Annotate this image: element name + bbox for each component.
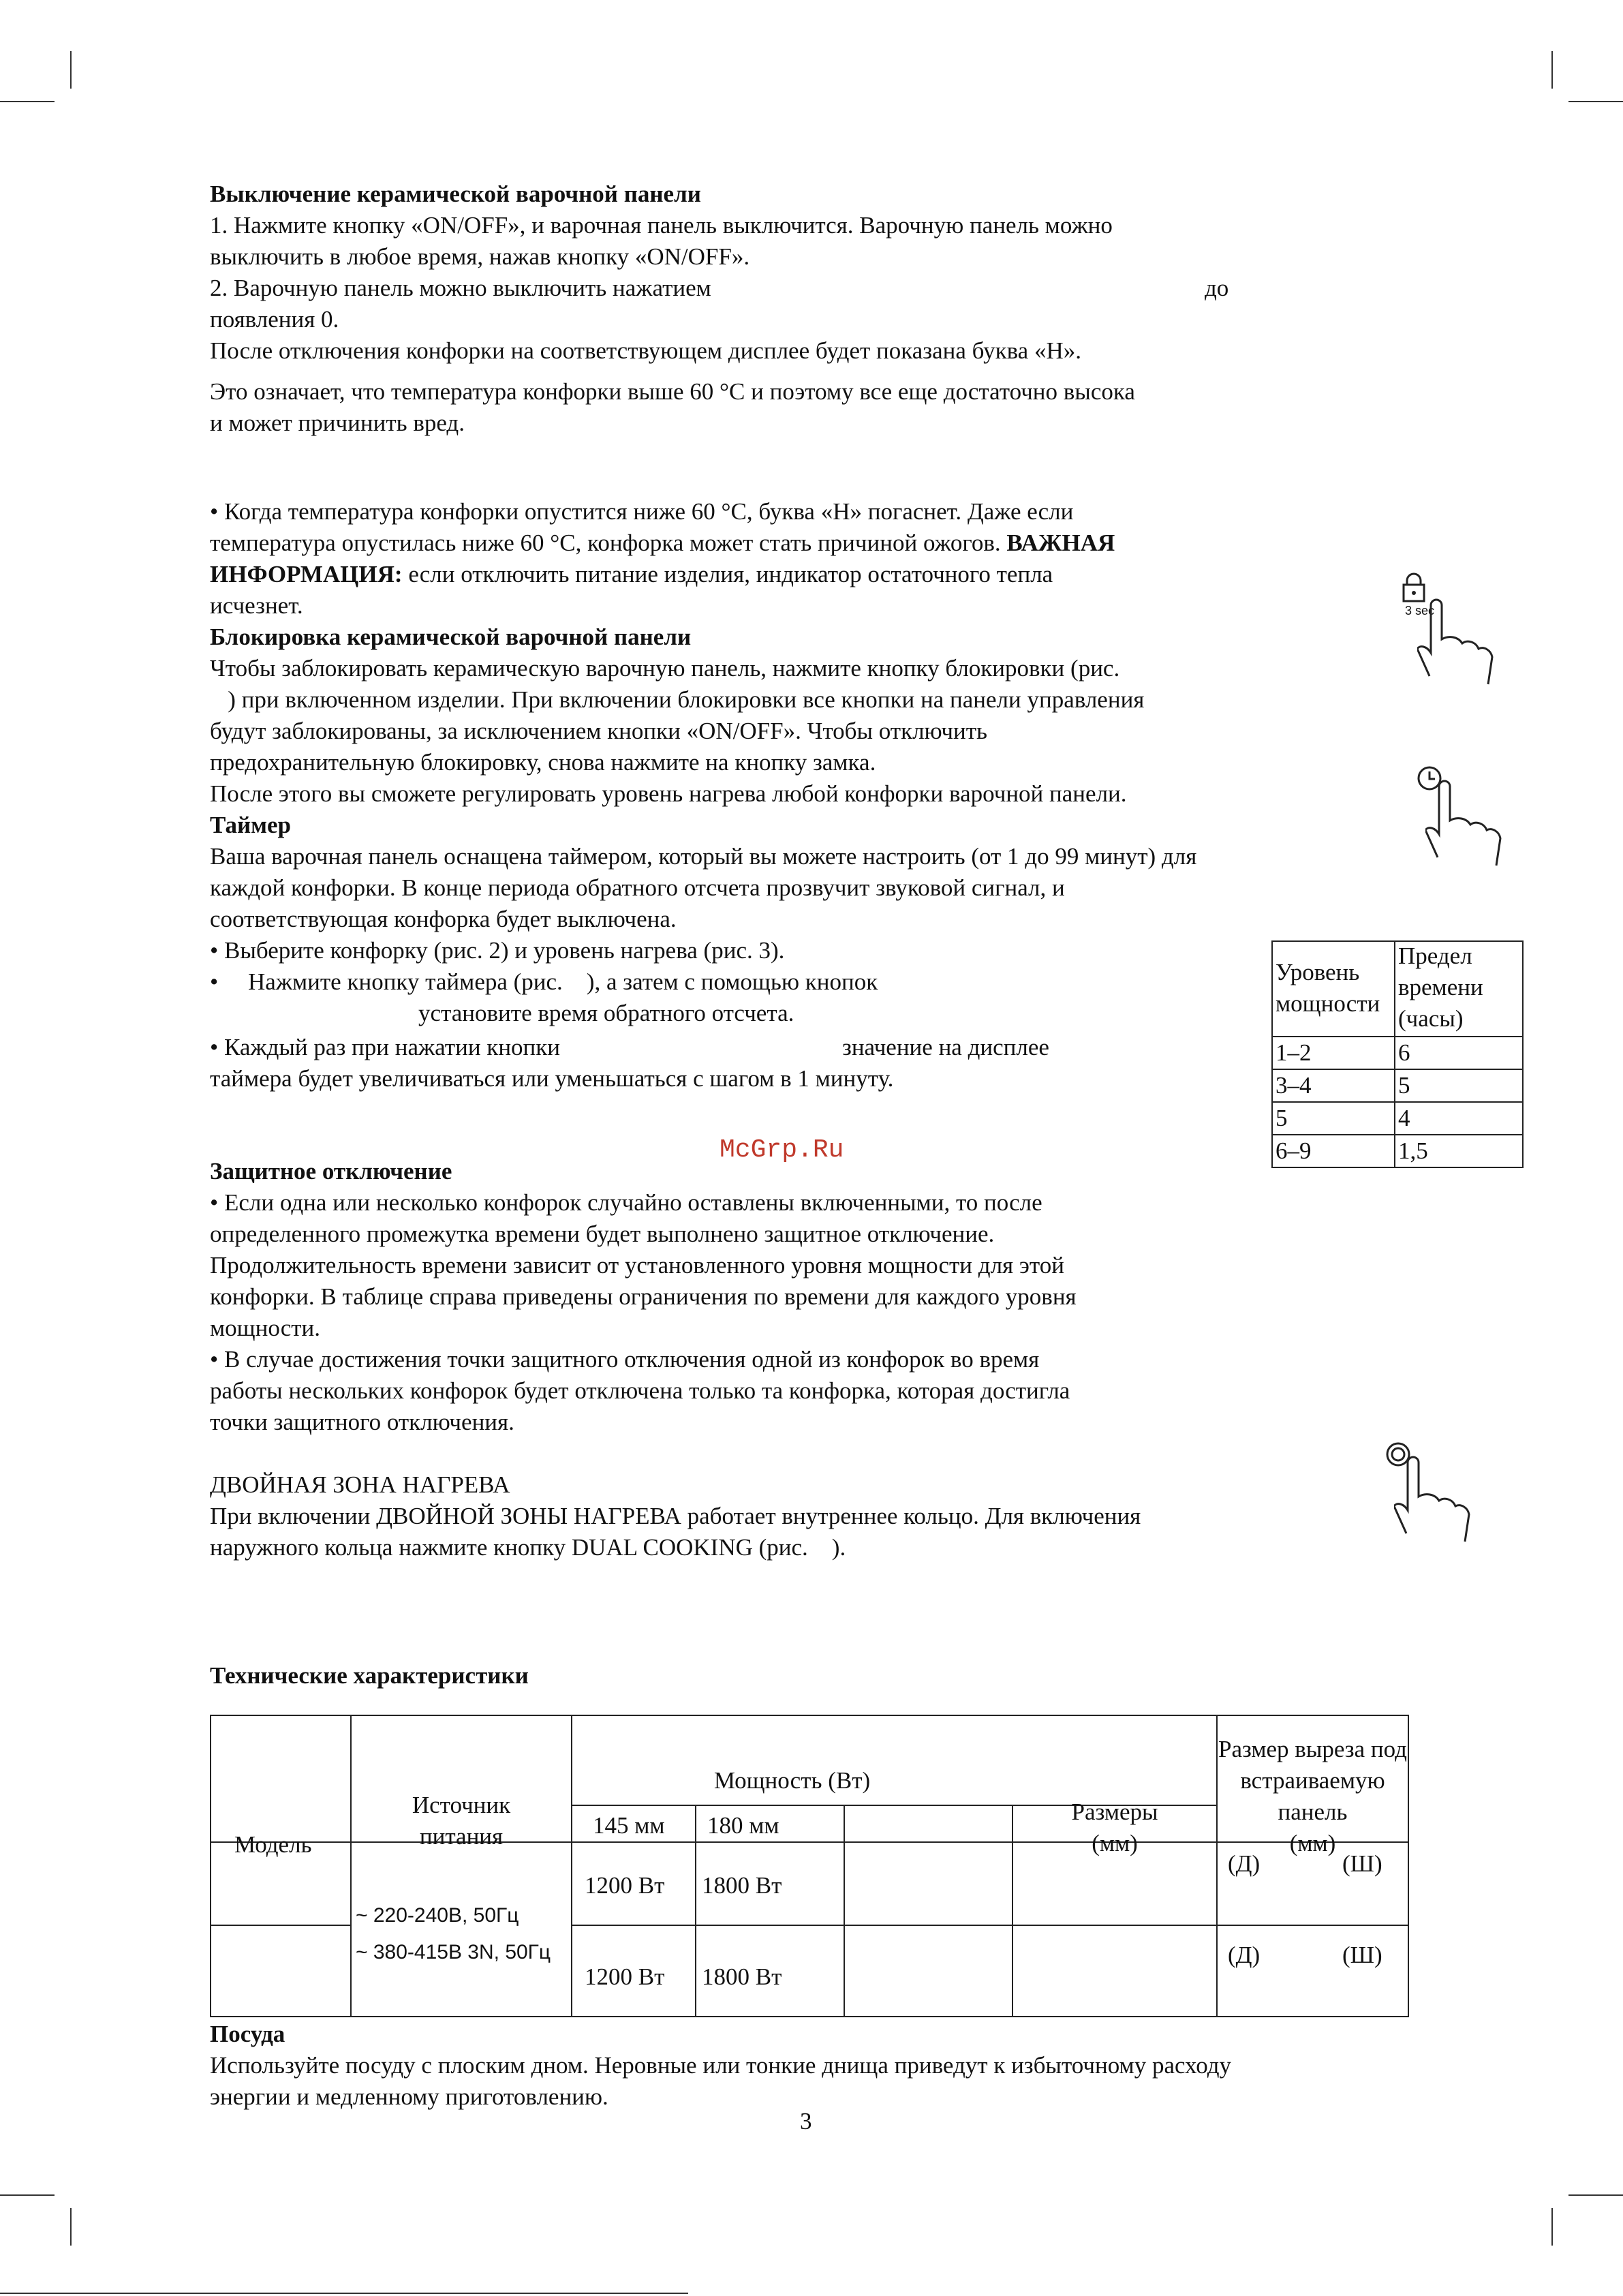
crop-mark xyxy=(70,2208,72,2246)
paragraph-line: мощности. xyxy=(210,1315,321,1341)
table-cell: 5 xyxy=(1276,1105,1288,1131)
table-header: (мм) xyxy=(1092,1830,1138,1856)
table-border xyxy=(1271,1101,1524,1103)
paragraph-line: точки защитного отключения. xyxy=(210,1409,514,1435)
heading-specs: Технические характеристики xyxy=(210,1662,529,1689)
table-border xyxy=(1271,1167,1524,1168)
table-cell: 4 xyxy=(1398,1105,1410,1131)
table-header: Размер выреза под xyxy=(1218,1736,1407,1762)
paragraph-line: 1. Нажмите кнопку «ON/OFF», и варочная панель выключится. Варочную панель можно xyxy=(210,212,1113,239)
table-header: Предел xyxy=(1398,943,1472,969)
table-header: 180 мм xyxy=(707,1812,779,1839)
crop-mark xyxy=(70,51,72,89)
paragraph-line: 2. Варочную панель можно выключить нажатием xyxy=(210,275,711,301)
paragraph-line: таймера будет увеличиваться или уменьшаться с шагом в 1 минуту. xyxy=(210,1065,894,1092)
paragraph-line: определенного промежутка времени будет выполнено защитное отключение. xyxy=(210,1221,995,1247)
table-header: (часы) xyxy=(1398,1005,1464,1032)
paragraph-line: будут заблокированы, за исключением кнопки «ON/OFF». Чтобы отключить xyxy=(210,718,987,744)
paragraph-line: • Выберите конфорку (рис. 2) и уровень нагрева (рис. 3). xyxy=(210,937,785,964)
crop-mark xyxy=(1568,101,1623,102)
heading-cookware: Посуда xyxy=(210,2021,285,2047)
paragraph-line: соответствующая конфорка будет выключена. xyxy=(210,906,677,932)
table-header: Размеры xyxy=(1071,1798,1158,1825)
table-border xyxy=(844,1805,845,2017)
table-header: Модель xyxy=(234,1831,312,1858)
table-header: (мм) xyxy=(1289,1830,1336,1856)
table-header: панель xyxy=(1278,1798,1348,1825)
watermark: McGrp.Ru xyxy=(720,1135,844,1165)
table-border xyxy=(1271,940,1524,942)
paragraph-line: • Каждый раз при нажатии кнопки xyxy=(210,1034,561,1060)
paragraph-line: каждой конфорки. В конце периода обратного отсчета прозвучит звуковой сигнал, и xyxy=(210,874,1065,901)
table-header: встраиваемую xyxy=(1240,1767,1385,1794)
table-border xyxy=(350,1715,352,2017)
paragraph-line: • Когда температура конфорки опустится ниже 60 °C, буква «H» погаснет. Даже если xyxy=(210,498,1074,525)
table-border xyxy=(210,2016,1409,2017)
paragraph-line xyxy=(210,559,1053,590)
important-label: ВАЖНАЯ xyxy=(1006,530,1115,556)
crop-mark xyxy=(1551,2208,1553,2246)
table-header: мощности xyxy=(1276,990,1380,1017)
table-cell: 1800 Вт xyxy=(702,1872,782,1899)
paragraph-line: энергии и медленному приготовлению. xyxy=(210,2083,608,2110)
table-border xyxy=(1271,940,1273,1168)
heading-dual-zone: ДВОЙНАЯ ЗОНА НАГРЕВА xyxy=(210,1471,510,1498)
table-border xyxy=(572,1925,1409,1926)
text-run: если отключить питание изделия, индикатор остаточного тепла xyxy=(408,561,1053,587)
table-cell: 6 xyxy=(1398,1039,1410,1066)
table-cell: (Д) xyxy=(1228,1942,1261,1968)
paragraph-line: После отключения конфорки на соответствующем дисплее будет показана буква «H». xyxy=(210,337,1081,364)
table-cell: 1,5 xyxy=(1398,1137,1428,1164)
paragraph-line: Это означает, что температура конфорки выше 60 °C и поэтому все еще достаточно высока xyxy=(210,378,1135,405)
table-header: питания xyxy=(419,1823,504,1850)
table-cell: 1–2 xyxy=(1276,1039,1312,1066)
table-border xyxy=(571,1715,572,2017)
table-header: времени xyxy=(1398,974,1483,1000)
crop-mark xyxy=(0,101,55,102)
table-header: Мощность (Вт) xyxy=(713,1767,871,1794)
table-cell: ~ 220-240В, 50Гц xyxy=(356,1904,519,1927)
paragraph-line: установите время обратного отсчета. xyxy=(418,1000,794,1026)
paragraph-line: до xyxy=(1205,275,1229,301)
lock-caption: 3 sec xyxy=(1405,604,1435,617)
table-cell: 1200 Вт xyxy=(585,1963,665,1990)
time-limit-table xyxy=(1271,940,1524,1169)
pointing-hand-icon xyxy=(1417,592,1506,694)
crop-mark xyxy=(1551,51,1553,89)
table-cell: 1800 Вт xyxy=(702,1963,782,1990)
paragraph-line: предохранительную блокировку, снова нажмите на кнопку замка. xyxy=(210,749,876,776)
pointing-hand-icon xyxy=(1425,773,1514,875)
table-border xyxy=(210,1715,1409,1716)
paragraph-line: Продолжительность времени зависит от установленного уровня мощности для этой xyxy=(210,1252,1064,1279)
paragraph-line: исчезнет. xyxy=(210,592,303,619)
paragraph-line: выключить в любое время, нажав кнопку «ON/OFF». xyxy=(210,243,750,270)
table-cell: (Ш) xyxy=(1342,1850,1382,1877)
table-border xyxy=(210,1715,211,2017)
paragraph-line: Используйте посуду с плоским дном. Неровные или тонкие днища приведут к избыточному расходу xyxy=(210,2052,1232,2079)
crop-mark xyxy=(0,2194,55,2196)
table-cell: (Ш) xyxy=(1342,1942,1382,1968)
table-border xyxy=(695,1805,696,2017)
text-run: температура опустилась ниже 60 °C, конфорка может стать причиной ожогов. xyxy=(210,530,1001,556)
heading-lock: Блокировка керамической варочной панели xyxy=(210,624,692,650)
table-border xyxy=(210,1925,352,1926)
heading-timer: Таймер xyxy=(210,812,291,838)
bottom-rule xyxy=(0,2293,688,2294)
paragraph-line: наружного кольца нажмите кнопку DUAL COOKING (рис. ). xyxy=(210,1534,846,1561)
table-header: Источник xyxy=(412,1792,511,1818)
spec-table xyxy=(210,1715,1409,2017)
table-border xyxy=(1394,940,1395,1168)
paragraph-line: • Нажмите кнопку таймера (рис. ), а затем с помощью кнопок xyxy=(210,968,878,995)
page-number: 3 xyxy=(800,2108,812,2134)
paragraph-line: • Если одна или несколько конфорок случайно оставлены включенными, то после xyxy=(210,1189,1042,1216)
paragraph-line: работы нескольких конфорок будет отключена только та конфорка, которая достигла xyxy=(210,1377,1070,1404)
pointing-hand-icon xyxy=(1394,1449,1483,1551)
table-header: Уровень xyxy=(1276,959,1360,985)
paragraph-line: ) при включенном изделии. При включении блокировки все кнопки на панели управления xyxy=(210,686,1145,713)
crop-mark xyxy=(1568,2194,1623,2196)
important-label: ИНФОРМАЦИЯ: xyxy=(210,561,403,587)
table-cell: (Д) xyxy=(1228,1850,1261,1877)
paragraph-line: значение на дисплее xyxy=(842,1034,1049,1060)
paragraph-line: После этого вы сможете регулировать уровень нагрева любой конфорки варочной панели. xyxy=(210,780,1127,807)
paragraph-line: и может причинить вред. xyxy=(210,410,465,436)
heading-switch-off: Выключение керамической варочной панели xyxy=(210,181,701,207)
table-cell: 5 xyxy=(1398,1072,1410,1099)
paragraph-line: При включении ДВОЙНОЙ ЗОНЫ НАГРЕВА работает внутреннее кольцо. Для включения xyxy=(210,1503,1141,1529)
table-cell: ~ 380-415В 3N, 50Гц xyxy=(356,1941,551,1963)
paragraph-line: конфорки. В таблице справа приведены ограничения по времени для каждого уровня xyxy=(210,1283,1077,1310)
table-border xyxy=(1408,1715,1409,2017)
paragraph-line: Чтобы заблокировать керамическую варочную панель, нажмите кнопку блокировки (рис. xyxy=(210,655,1120,682)
table-cell: 1200 Вт xyxy=(585,1872,665,1899)
table-cell: 6–9 xyxy=(1276,1137,1312,1164)
heading-safety: Защитное отключение xyxy=(210,1158,452,1184)
paragraph-line: появления 0. xyxy=(210,306,339,333)
paragraph-line: Ваша варочная панель оснащена таймером, который вы можете настроить (от 1 до 99 минут) для xyxy=(210,843,1197,870)
table-cell: 3–4 xyxy=(1276,1072,1312,1099)
paragraph-line xyxy=(210,527,1115,559)
table-border xyxy=(1522,940,1524,1168)
table-header: 145 мм xyxy=(593,1812,665,1839)
paragraph-line: • В случае достижения точки защитного отключения одной из конфорок во время xyxy=(210,1346,1040,1373)
